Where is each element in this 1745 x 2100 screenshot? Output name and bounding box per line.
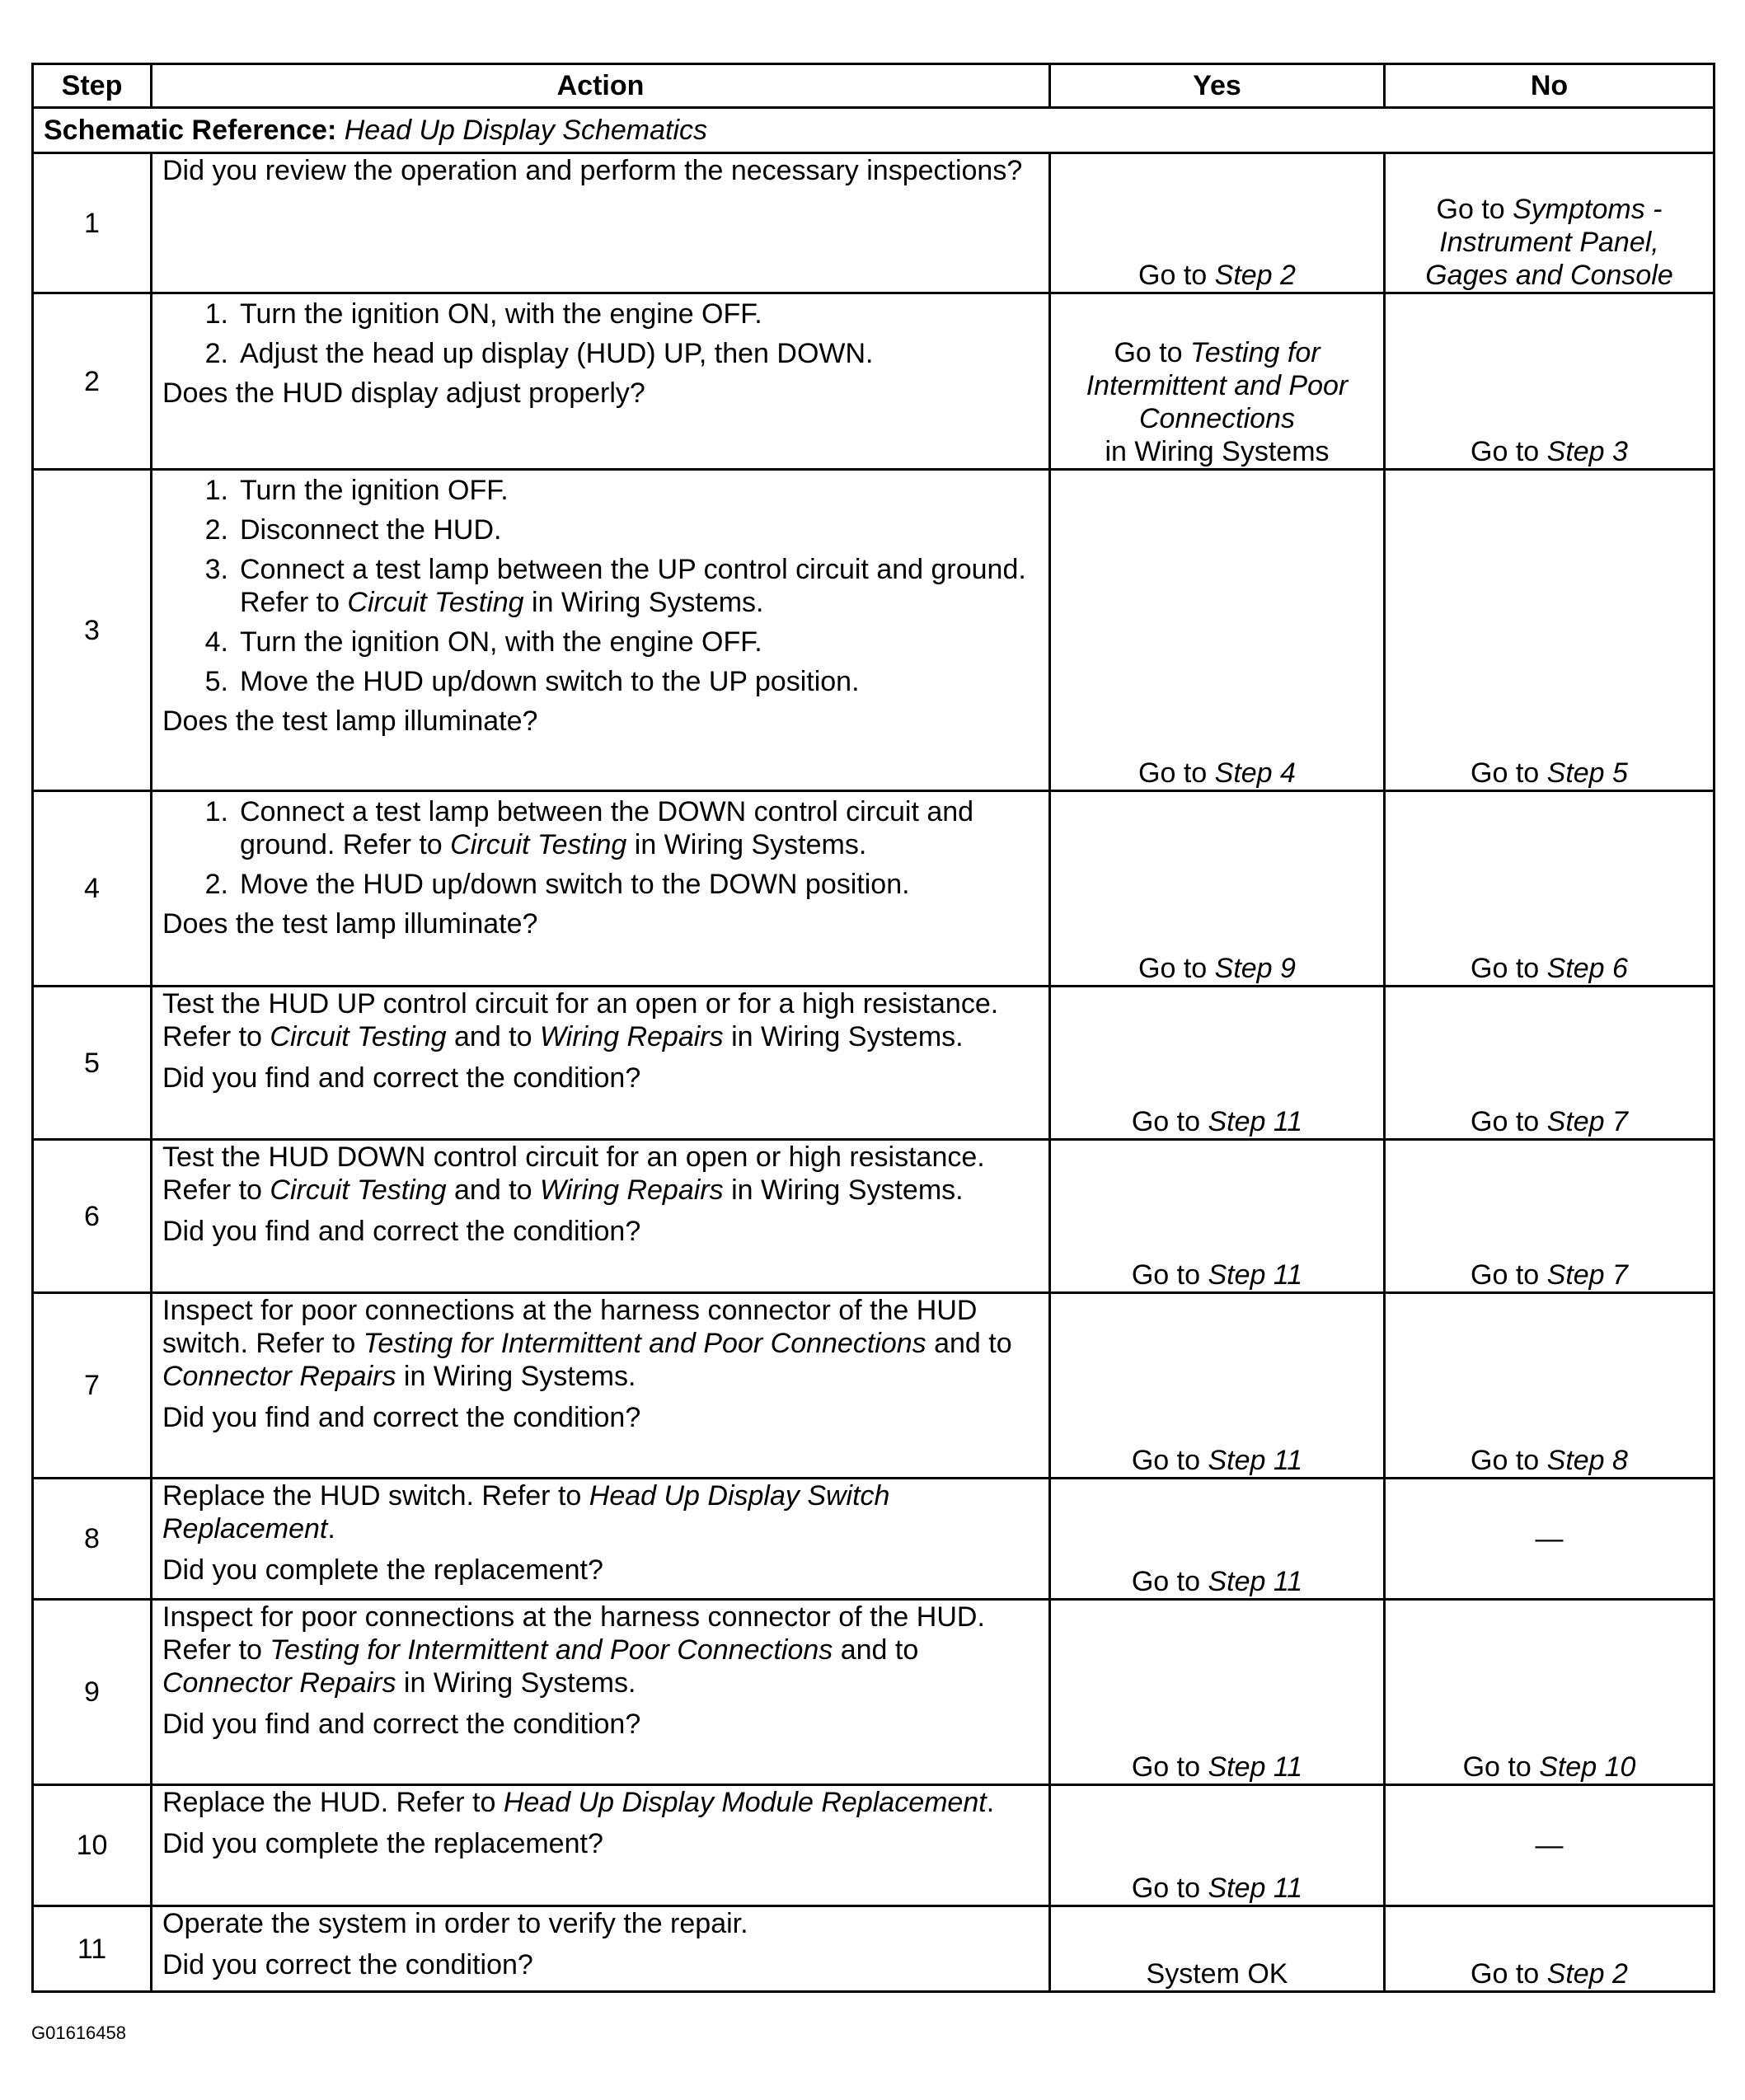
no-ref: Step 5 <box>1546 757 1628 789</box>
diagnostic-table-container <box>31 63 1713 1993</box>
instruction-text: Replace the HUD. Refer to Head Up Display Module Replacement. <box>162 1787 995 1818</box>
reference-link: Head Up Display Module Replacement <box>503 1787 987 1818</box>
list-item: 1. Connect a test lamp between the DOWN control circuit and ground. Refer to Circuit Testing in Wiring Systems. <box>204 796 974 860</box>
schematic-reference-row <box>33 108 1715 153</box>
reference-link: Wiring Repairs <box>539 1174 724 1206</box>
yes-text: Go to <box>1131 1445 1208 1476</box>
no-cell <box>1385 1600 1715 1785</box>
action-cell <box>152 1906 1050 1992</box>
no-ref: Step 6 <box>1546 953 1628 984</box>
table-row <box>33 791 1715 987</box>
action-cell <box>152 1600 1050 1785</box>
schematic-reference <box>33 108 1715 153</box>
no-ref: Step 2 <box>1546 1958 1628 1990</box>
no-cell <box>1385 293 1715 470</box>
yes-ref: Step 4 <box>1214 757 1296 789</box>
yes-cell <box>1050 987 1385 1140</box>
no-text: Go to <box>1471 953 1547 984</box>
question-text: Did you find and correct the condition? <box>162 1709 641 1740</box>
yes-cell <box>1050 1293 1385 1479</box>
no-text: Go to <box>1471 1259 1547 1291</box>
instruction-text: Replace the HUD switch. Refer to Head Up Display Switch Replacement. <box>162 1480 890 1545</box>
yes-text-post: in Wiring Systems <box>1105 436 1330 467</box>
question-text: Did you find and correct the condition? <box>162 1216 641 1247</box>
yes-text: Go to <box>1131 1751 1208 1783</box>
no-ref: Symptoms - Instrument Panel, Gages and Console <box>1425 194 1673 291</box>
yes-cell <box>1050 470 1385 791</box>
no-text: Go to <box>1471 1106 1547 1137</box>
yes-ref: Step 11 <box>1208 1751 1303 1783</box>
reference-link: Connector Repairs <box>162 1361 396 1392</box>
action-cell <box>152 1479 1050 1600</box>
header-yes: Yes <box>1050 64 1385 108</box>
no-cell <box>1385 470 1715 791</box>
table-row <box>33 153 1715 293</box>
step-number: 5 <box>33 987 152 1140</box>
question-text: Did you correct the condition? <box>162 1949 533 1980</box>
yes-ref: Step 11 <box>1208 1106 1303 1137</box>
no-text: Go to <box>1471 757 1547 789</box>
question-text: Does the test lamp illuminate? <box>162 908 538 940</box>
step-number: 4 <box>33 791 152 987</box>
yes-ref: Step 11 <box>1208 1873 1303 1904</box>
header-no: No <box>1385 64 1715 108</box>
reference-link: Testing for Intermittent and Poor Connections <box>270 1634 833 1666</box>
no-cell <box>1385 1906 1715 1992</box>
action-cell <box>152 791 1050 987</box>
yes-ref: Step 11 <box>1208 1445 1303 1476</box>
action-cell <box>152 470 1050 791</box>
list-item: 1. Turn the ignition ON, with the engine OFF. <box>204 298 762 330</box>
table-row <box>33 1906 1715 1992</box>
table-row <box>33 1785 1715 1906</box>
yes-ref: Step 11 <box>1208 1259 1303 1291</box>
no-text: Go to <box>1471 1958 1547 1990</box>
reference-link: Circuit Testing <box>450 829 627 860</box>
instruction-text: Inspect for poor connections at the harness connector of the HUD switch. Refer to Testing for Intermittent and Poor Connections and to Connector Repairs in Wiring Systems. <box>162 1295 1012 1392</box>
step-number: 1 <box>33 153 152 293</box>
action-cell <box>152 153 1050 293</box>
yes-ref: Step 11 <box>1208 1566 1303 1597</box>
list-item: 2. Adjust the head up display (HUD) UP, then DOWN. <box>204 338 874 369</box>
yes-ref: Step 9 <box>1214 953 1296 984</box>
table-row <box>33 470 1715 791</box>
instruction-text: Test the HUD UP control circuit for an open or for a high resistance. Refer to Circuit Testing and to Wiring Repairs in Wiring Systems. <box>162 988 999 1052</box>
question-text: Did you find and correct the condition? <box>162 1402 641 1433</box>
yes-text: Go to <box>1138 757 1215 789</box>
question-text: Did you complete the replacement? <box>162 1554 603 1586</box>
reference-link: Circuit Testing <box>270 1174 447 1206</box>
no-ref: Step 8 <box>1546 1445 1628 1476</box>
yes-cell <box>1050 293 1385 470</box>
step-number: 6 <box>33 1140 152 1293</box>
list-item: 2. Disconnect the HUD. <box>204 514 502 546</box>
instruction-text: Inspect for poor connections at the harness connector of the HUD. Refer to Testing for Intermittent and Poor Connections and to Connector Repairs in Wiring Systems. <box>162 1601 985 1699</box>
table-row <box>33 1600 1715 1785</box>
question-text: Did you review the operation and perform the necessary inspections? <box>162 155 1023 186</box>
no-ref: Step 3 <box>1546 436 1628 467</box>
instruction-text: Operate the system in order to verify the repair. <box>162 1908 748 1939</box>
action-cell <box>152 293 1050 470</box>
no-cell <box>1385 1293 1715 1479</box>
yes-text: Go to <box>1114 337 1191 368</box>
reference-link: Head Up Display Switch Replacement <box>162 1480 890 1545</box>
list-item: 1. Turn the ignition OFF. <box>204 475 509 506</box>
step-number: 8 <box>33 1479 152 1600</box>
instruction-text: Test the HUD DOWN control circuit for an open or high resistance. Refer to Circuit Testing and to Wiring Repairs in Wiring Systems. <box>162 1141 985 1206</box>
no-cell <box>1385 153 1715 293</box>
list-item: 2. Move the HUD up/down switch to the DOWN position. <box>204 869 910 900</box>
table-row <box>33 987 1715 1140</box>
header-action: Action <box>152 64 1050 108</box>
question-text: Does the HUD display adjust properly? <box>162 377 645 409</box>
no-cell: — <box>1385 1785 1715 1906</box>
question-text: Did you find and correct the condition? <box>162 1062 641 1094</box>
yes-ref: Step 2 <box>1214 260 1296 291</box>
reference-link: Connector Repairs <box>162 1667 396 1699</box>
yes-text: Go to <box>1138 953 1215 984</box>
schematic-label: Schematic Reference: <box>44 115 337 146</box>
yes-cell <box>1050 1600 1385 1785</box>
figure-id: G01616458 <box>31 2023 126 2043</box>
yes-text: Go to <box>1138 260 1215 291</box>
table-row <box>33 293 1715 470</box>
table-row <box>33 1479 1715 1600</box>
action-cell <box>152 987 1050 1140</box>
no-text: Go to <box>1471 1445 1547 1476</box>
table-row <box>33 1140 1715 1293</box>
step-number: 10 <box>33 1785 152 1906</box>
step-number: 7 <box>33 1293 152 1479</box>
no-cell <box>1385 1140 1715 1293</box>
step-number: 9 <box>33 1600 152 1785</box>
no-cell <box>1385 791 1715 987</box>
yes-cell: System OK <box>1050 1906 1385 1992</box>
reference-link: Circuit Testing <box>347 587 524 618</box>
header-row <box>33 64 1715 108</box>
no-ref: Step 10 <box>1539 1751 1636 1783</box>
action-cell <box>152 1140 1050 1293</box>
yes-cell <box>1050 1140 1385 1293</box>
no-ref: Step 7 <box>1546 1259 1628 1291</box>
question-text: Does the test lamp illuminate? <box>162 705 538 737</box>
reference-link: Testing for Intermittent and Poor Connections <box>363 1328 926 1359</box>
yes-cell <box>1050 791 1385 987</box>
question-text: Did you complete the replacement? <box>162 1828 603 1859</box>
list-item: 5. Move the HUD up/down switch to the UP position. <box>204 666 860 697</box>
no-cell: — <box>1385 1479 1715 1600</box>
no-text: Go to <box>1471 436 1547 467</box>
reference-link: Wiring Repairs <box>539 1021 724 1052</box>
yes-cell <box>1050 1785 1385 1906</box>
table-row <box>33 1293 1715 1479</box>
step-number: 11 <box>33 1906 152 1992</box>
no-cell <box>1385 987 1715 1140</box>
list-item: 3. Connect a test lamp between the UP control circuit and ground. Refer to Circuit Testing in Wiring Systems. <box>204 554 1026 618</box>
list-item: 4. Turn the ignition ON, with the engine OFF. <box>204 626 762 658</box>
yes-text: Go to <box>1131 1259 1208 1291</box>
header-step: Step <box>33 64 152 108</box>
action-cell <box>152 1785 1050 1906</box>
schematic-value: Head Up Display Schematics <box>344 115 708 146</box>
diagnostic-table <box>31 63 1715 1993</box>
step-number: 3 <box>33 470 152 791</box>
no-text: Go to <box>1462 1751 1540 1783</box>
no-ref: Step 7 <box>1546 1106 1628 1137</box>
no-text: Go to <box>1436 194 1513 225</box>
yes-text: Go to <box>1131 1566 1208 1597</box>
yes-ref: Testing for Intermittent and Poor Connections <box>1086 337 1349 434</box>
yes-cell <box>1050 1479 1385 1600</box>
yes-cell <box>1050 153 1385 293</box>
action-cell <box>152 1293 1050 1479</box>
step-number: 2 <box>33 293 152 470</box>
yes-text: Go to <box>1131 1106 1208 1137</box>
yes-text: Go to <box>1131 1873 1208 1904</box>
reference-link: Circuit Testing <box>270 1021 447 1052</box>
